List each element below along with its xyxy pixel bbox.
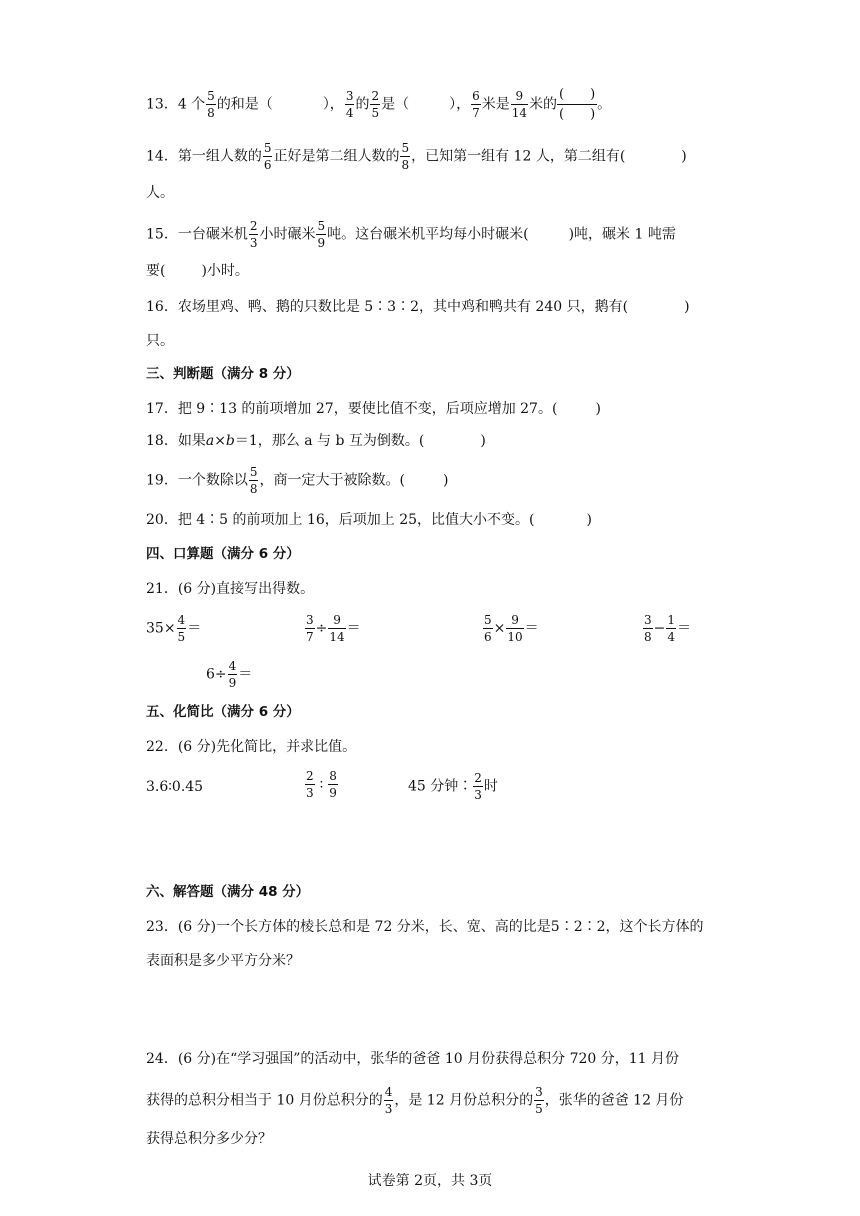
question-24: 24．(6 分)在“学习强国”的活动中，张华的爸爸 10 月份获得总积分 720 分，11 月份	[146, 1051, 680, 1067]
text: )吨，碾米 1 吨需	[568, 226, 676, 243]
fraction: $\frac{4}{3}$	[384, 1085, 393, 1116]
question-15-cont	[146, 264, 249, 278]
text: 35×	[146, 620, 176, 637]
fraction: $\frac{5}{9}$	[317, 219, 326, 250]
text: −	[653, 620, 666, 637]
ratio-2	[304, 770, 339, 799]
text: )小时。	[201, 263, 249, 279]
fraction: $\frac{5}{8}$	[249, 465, 258, 496]
fraction: $\frac{3}{4}$	[345, 89, 354, 120]
fraction: $\frac{5}{8}$	[207, 89, 215, 120]
text: )	[442, 472, 449, 489]
section-heading: 六、解答题（满分 48 分）	[146, 884, 310, 900]
text: 吨。这台碾米机平均每小时碾米(	[327, 226, 529, 243]
question-24-cont	[146, 1086, 683, 1115]
text: 米是	[481, 96, 510, 113]
text: 小时碾米	[259, 226, 316, 243]
question-21: 21．(6 分)直接写出得数。	[146, 581, 315, 597]
ratio-3	[408, 772, 498, 801]
text: 17．把 9∶13 的前项增加 27，要使比值不变，后项应增加 27。(	[146, 401, 558, 417]
text: 米的	[529, 96, 558, 113]
fraction: $\frac{5}{6}$	[263, 141, 272, 172]
fraction: $\frac{9}{10}$	[507, 613, 523, 644]
text: 。	[597, 96, 612, 113]
text: 19．一个数除以	[146, 472, 248, 489]
fraction: $\frac{3}{7}$	[306, 613, 314, 644]
text: ），	[449, 96, 471, 113]
text: )	[480, 433, 486, 449]
text: )	[595, 401, 601, 417]
fraction: $\frac{1}{4}$	[667, 613, 676, 644]
section-heading: 三、判断题（满分 8 分）	[146, 366, 300, 382]
text: ，是 12 月份总积分的	[394, 1092, 534, 1109]
question-24-cont2: 获得总积分多少分？	[146, 1131, 272, 1147]
text: )	[586, 512, 592, 528]
text: 6÷	[206, 666, 227, 683]
calc-2	[304, 614, 361, 643]
text: 18．如果	[146, 433, 206, 449]
question-15	[146, 220, 676, 249]
fraction: $\frac{5}{6}$	[484, 613, 492, 644]
fraction: $\frac{4}{9}$	[228, 659, 237, 690]
fraction: $\frac{3}{5}$	[535, 1085, 543, 1116]
text: ，已知第一组有 12 人，第二组有(	[411, 148, 626, 165]
variable: b	[225, 433, 235, 449]
section-heading: 五、化简比（满分 6 分）	[146, 704, 300, 720]
text: 45 分钟∶	[408, 778, 473, 795]
calc-1	[146, 614, 201, 643]
fraction: $\frac{3}{8}$	[644, 613, 652, 644]
text: 15．一台碾米机	[146, 226, 248, 243]
question-16	[146, 300, 690, 314]
fraction: $\frac{4}{5}$	[177, 613, 186, 644]
question-18	[146, 434, 486, 448]
text: 是（	[381, 96, 410, 113]
fraction: $\frac{6}{7}$	[472, 89, 480, 120]
page-footer: 试卷第 2页，共 3页	[367, 1173, 493, 1189]
question-23-cont: 表面积是多少平方分米？	[146, 953, 300, 969]
question-14-cont	[146, 186, 174, 200]
fraction: $\frac{8}{9}$	[329, 769, 337, 800]
text: ＝	[187, 620, 202, 637]
text: 14．第一组人数的	[146, 148, 262, 165]
text: ），	[322, 96, 344, 113]
fraction: $\frac{9}{14}$	[511, 89, 528, 120]
calc-3	[482, 614, 539, 643]
text: ×	[214, 433, 226, 449]
question-19	[146, 466, 448, 495]
text: 的	[355, 96, 370, 113]
answer-fraction-blank[interactable]: $\frac{( )}{( )}$	[559, 87, 596, 122]
text: 人。	[146, 185, 174, 201]
fraction: $\frac{2}{3}$	[306, 769, 314, 800]
question-22: 22．(6 分)先化简比，并求比值。	[146, 739, 357, 755]
text: ＝	[677, 620, 692, 637]
question-13	[146, 88, 611, 121]
text: ，商一定大于被除数。(	[259, 472, 405, 489]
fraction: $\frac{2}{5}$	[371, 89, 380, 120]
calc-4	[642, 614, 691, 643]
question-23: 23．(6 分)一个长方体的棱长总和是 72 分米，长、宽、高的比是5∶2∶2，这个长方体的	[146, 919, 704, 935]
text: ＝	[238, 666, 253, 683]
text: 时	[483, 778, 498, 795]
fraction: $\frac{2}{3}$	[249, 219, 258, 250]
calc-5	[206, 660, 252, 689]
text: 只。	[146, 333, 174, 349]
ratio-1: 3.6∶0.45	[146, 779, 204, 795]
text: 获得的总积分相当于 10 月份总积分的	[146, 1092, 383, 1109]
text: 20．把 4∶5 的前项加上 16，后项加上 25，比值大小不变。(	[146, 512, 535, 528]
text: 要(	[146, 263, 166, 279]
text: ＝	[524, 620, 539, 637]
fraction: $\frac{9}{14}$	[329, 613, 345, 644]
question-20	[146, 513, 592, 527]
text: )	[684, 299, 690, 315]
text: 16．农场里鸡、鸭、鹅的只数比是 5∶3∶2，其中鸡和鸭共有 240 只，鹅有(	[146, 299, 629, 315]
fraction: $\frac{2}{3}$	[474, 771, 482, 802]
text: 正好是第二组人数的	[273, 148, 400, 165]
question-14	[146, 142, 687, 171]
text: ，张华的爸爸 12 月份	[544, 1092, 684, 1109]
text: ＝1，那么 a 与 b 互为倒数。(	[234, 433, 425, 449]
text: 13．4 个	[146, 96, 206, 113]
fraction: $\frac{5}{8}$	[401, 141, 410, 172]
question-17	[146, 402, 601, 416]
text: ∶	[319, 776, 324, 793]
variable: a	[205, 433, 215, 449]
text: 的和是（	[216, 96, 273, 113]
question-16-cont	[146, 334, 174, 348]
section-heading: 四、口算题（满分 6 分）	[146, 546, 300, 562]
text: ＝	[346, 620, 361, 637]
text: ×	[493, 620, 506, 637]
text: ÷	[315, 620, 328, 637]
text: )	[681, 148, 687, 165]
